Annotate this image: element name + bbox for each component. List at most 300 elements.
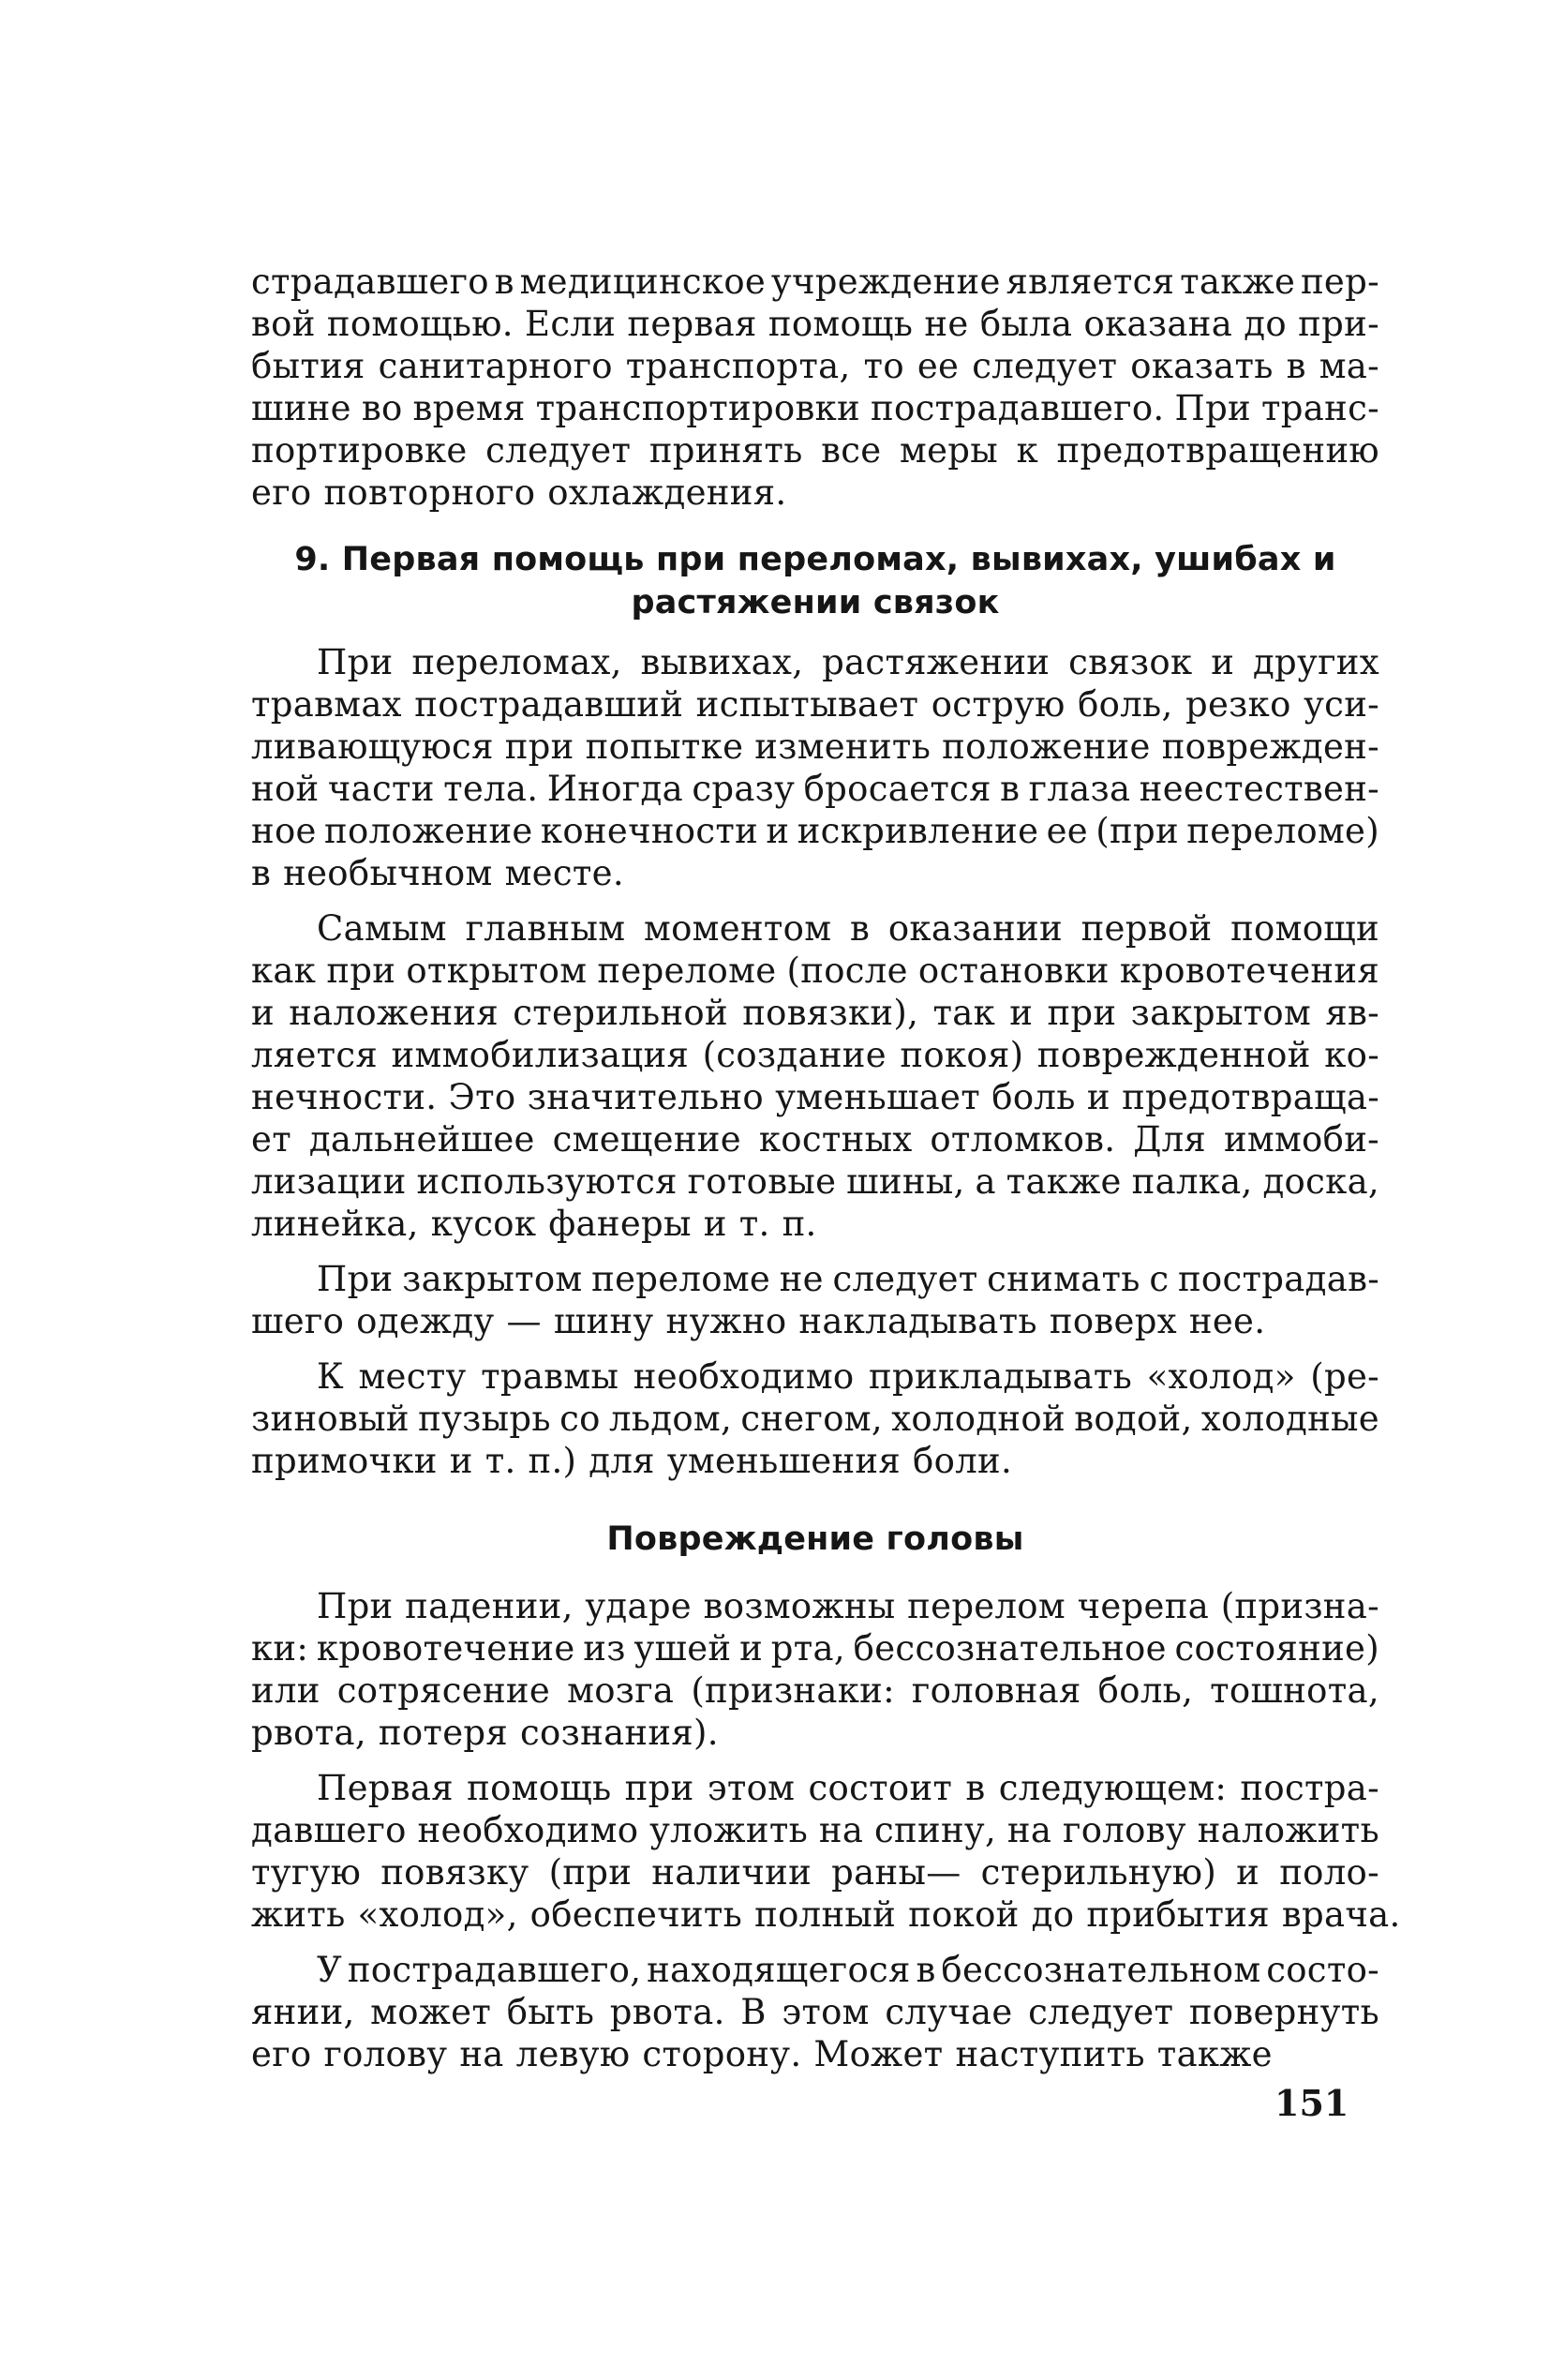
word: случае xyxy=(885,1992,1013,2032)
word: Иногда xyxy=(546,769,683,809)
text-line xyxy=(251,1991,1379,2033)
word: При xyxy=(317,1259,394,1299)
para-intro xyxy=(251,261,1379,514)
word: ударе xyxy=(585,1586,693,1626)
word: ки: xyxy=(251,1628,309,1669)
word: К xyxy=(317,1356,344,1397)
word: травмы xyxy=(481,1356,619,1397)
word: или xyxy=(251,1670,320,1711)
word: состоит xyxy=(808,1768,953,1808)
text-line xyxy=(251,1851,1379,1894)
word: испытывает xyxy=(695,684,919,725)
word: предотвращению xyxy=(1056,430,1379,471)
word: наложить xyxy=(1197,1810,1379,1850)
text-line xyxy=(251,852,1379,894)
word: в xyxy=(251,853,272,893)
word: «холод», xyxy=(357,1894,518,1935)
word: этом xyxy=(782,1992,870,2032)
word: бессознательное xyxy=(853,1628,1167,1669)
text-line xyxy=(251,1627,1379,1669)
word: уложить xyxy=(649,1810,809,1850)
word: шине xyxy=(251,388,351,428)
word: сразу xyxy=(692,769,796,809)
word: то xyxy=(863,346,904,386)
word: и xyxy=(251,993,275,1033)
word: изменить xyxy=(754,726,931,767)
heading-line: растяжении связок xyxy=(631,584,1000,621)
word: В xyxy=(740,1992,767,2032)
word: первая xyxy=(627,304,757,344)
word: возможны xyxy=(703,1586,896,1626)
word: при- xyxy=(1298,304,1379,344)
word: санитарного xyxy=(378,346,613,386)
word: его xyxy=(251,472,312,513)
word: состо- xyxy=(1266,1950,1379,1990)
word: «холод» xyxy=(1146,1356,1296,1397)
word: и xyxy=(739,1628,764,1669)
word: помощь xyxy=(768,304,914,344)
word: пер- xyxy=(1300,262,1379,302)
word: других xyxy=(1252,642,1379,682)
word: снегом, xyxy=(740,1399,883,1439)
word: переломе) xyxy=(1186,811,1379,851)
word: поврежден- xyxy=(1161,726,1379,767)
text-line xyxy=(251,1300,1379,1342)
word: тошнота, xyxy=(1210,1670,1379,1711)
text-line xyxy=(251,1712,1379,1754)
word: и xyxy=(1009,993,1034,1033)
word: головная xyxy=(911,1670,1081,1711)
word: состояние) xyxy=(1174,1628,1379,1669)
word: закрытом xyxy=(402,1259,583,1299)
word: При xyxy=(1174,388,1252,428)
word: Самым xyxy=(317,908,447,949)
word: а xyxy=(975,1161,996,1202)
word: п. xyxy=(782,1204,817,1244)
word: ляется xyxy=(251,1035,379,1075)
word: в xyxy=(850,908,871,949)
word: черепа xyxy=(1077,1586,1210,1626)
word: (при xyxy=(548,1852,633,1893)
word: все xyxy=(821,430,882,471)
heading-line: 9. Первая помощь при переломах, вывихах, ушибах и xyxy=(294,541,1336,578)
word: одежду xyxy=(356,1301,495,1341)
word: наступить xyxy=(955,2034,1145,2074)
word: отломков. xyxy=(930,1119,1116,1160)
word: является xyxy=(1006,262,1175,302)
text-line xyxy=(251,429,1379,472)
word: (после xyxy=(786,951,908,991)
word: палка, xyxy=(1131,1161,1253,1202)
word: бессознательном xyxy=(941,1950,1261,1990)
word: (при xyxy=(1095,811,1179,851)
word: вой xyxy=(251,304,316,344)
word: бросается xyxy=(803,769,991,809)
word: была xyxy=(979,304,1073,344)
word: тугую xyxy=(251,1852,362,1893)
word: вывихах, xyxy=(640,642,804,682)
word: меры xyxy=(900,430,999,471)
word: и xyxy=(1086,1077,1110,1117)
word: холодной xyxy=(891,1399,1066,1439)
word: (создание xyxy=(702,1035,887,1075)
word: связок xyxy=(1068,642,1193,682)
word: может xyxy=(370,1992,492,2032)
word: бытия xyxy=(251,346,365,386)
word: льдом, xyxy=(608,1399,733,1439)
word: необходимо xyxy=(417,1810,639,1850)
word: ко- xyxy=(1324,1035,1379,1075)
word: учреждение xyxy=(770,262,1001,302)
text-line xyxy=(251,907,1379,950)
word: на xyxy=(459,2034,504,2074)
word: шину xyxy=(553,1301,654,1341)
word: пузырь xyxy=(418,1399,551,1439)
heading-line: Повреждение головы xyxy=(606,1520,1024,1558)
word: переломах, xyxy=(411,642,622,682)
word: следует xyxy=(1028,1992,1174,2032)
word: необходимо xyxy=(633,1356,855,1397)
word: конечности xyxy=(540,811,759,851)
word: уменьшает xyxy=(775,1077,981,1117)
word: при xyxy=(326,951,396,991)
word: следует xyxy=(485,430,632,471)
word: месте. xyxy=(504,853,624,893)
word: части xyxy=(327,769,435,809)
word: и xyxy=(1236,1852,1260,1893)
word: доска, xyxy=(1262,1161,1379,1202)
word: голову xyxy=(323,2034,448,2074)
word: тела. xyxy=(443,769,539,809)
word: прибытия xyxy=(1086,1894,1270,1935)
word: первой xyxy=(1081,908,1213,949)
word: и xyxy=(703,1204,727,1244)
text-line xyxy=(251,1669,1379,1712)
word: попытке xyxy=(585,726,744,767)
word: обеспечить xyxy=(529,1894,743,1935)
word: следующем: xyxy=(998,1768,1228,1808)
text-line xyxy=(251,992,1379,1034)
word: смещение xyxy=(552,1119,741,1160)
word: ной xyxy=(251,769,320,809)
word: покой xyxy=(908,1894,1020,1935)
text-line xyxy=(251,303,1379,345)
text-line xyxy=(251,1076,1379,1118)
word: прикладывать xyxy=(869,1356,1133,1397)
word: — xyxy=(506,1301,542,1341)
text-line xyxy=(251,345,1379,387)
word: как xyxy=(251,951,317,991)
word: транспорта, xyxy=(625,346,851,386)
word: При xyxy=(317,1586,394,1626)
word: ное xyxy=(251,811,317,851)
word: повторного xyxy=(323,472,536,513)
word: до xyxy=(1244,304,1287,344)
word: главным xyxy=(465,908,626,949)
word: пострадавший xyxy=(414,684,684,725)
word: во xyxy=(361,388,403,428)
word: зиновый xyxy=(251,1399,410,1439)
text-line xyxy=(251,2033,1379,2075)
word: нее. xyxy=(1188,1301,1266,1341)
page-number: 151 xyxy=(1274,2082,1349,2124)
word: повязки), xyxy=(742,993,919,1033)
word: также xyxy=(1180,262,1296,302)
word: из xyxy=(583,1628,626,1669)
word: остановки xyxy=(917,951,1110,991)
word: и xyxy=(1211,642,1235,682)
word: постра- xyxy=(1240,1768,1379,1808)
word: покоя) xyxy=(900,1035,1024,1075)
word: и xyxy=(766,811,790,851)
word: следует xyxy=(972,346,1118,386)
word: т. xyxy=(484,1441,516,1481)
word: и xyxy=(449,1441,473,1481)
word: помощью. xyxy=(326,304,514,344)
word: жить xyxy=(251,1894,346,1935)
text-line xyxy=(251,1894,1401,1936)
word: значительно xyxy=(527,1077,764,1117)
text-line xyxy=(251,1034,1379,1076)
word: на xyxy=(1006,1810,1052,1850)
para-immobilization xyxy=(251,907,1379,1245)
text-line xyxy=(251,1949,1379,1991)
word: сознания). xyxy=(520,1713,719,1753)
word: резко xyxy=(1185,684,1291,725)
word: спину, xyxy=(874,1810,997,1850)
word: Первая xyxy=(317,1768,454,1808)
word: боль, xyxy=(1078,684,1173,725)
word: шины, xyxy=(846,1161,965,1202)
word: помощь xyxy=(467,1768,612,1808)
word: ушей xyxy=(633,1628,732,1669)
word: голову xyxy=(1063,1810,1186,1850)
word: в xyxy=(494,262,514,302)
word: боль xyxy=(991,1077,1076,1117)
word: Может xyxy=(813,2034,944,2074)
word: в xyxy=(1286,346,1306,386)
word: помощи xyxy=(1230,908,1379,949)
word: месту xyxy=(358,1356,467,1397)
word: быть xyxy=(506,1992,595,2032)
word: со xyxy=(559,1399,601,1439)
para-head-signs xyxy=(251,1585,1379,1754)
word: рвота, xyxy=(251,1713,366,1753)
text-line xyxy=(251,641,1379,683)
word: кровотечение xyxy=(316,1628,575,1669)
word: лизации xyxy=(251,1161,407,1202)
para-unconscious xyxy=(251,1949,1379,2075)
word: пострадав- xyxy=(1177,1259,1379,1299)
word: кровотечения xyxy=(1119,951,1379,991)
word: стерильную) xyxy=(980,1852,1217,1893)
word: положение xyxy=(324,811,533,851)
para-head-first-aid xyxy=(251,1767,1401,1936)
word: так xyxy=(932,993,995,1033)
word: наличии xyxy=(651,1852,812,1893)
word: находящегося xyxy=(647,1950,911,1990)
word: переломе xyxy=(597,951,777,991)
word: охлаждения. xyxy=(547,472,787,513)
word: ливающуюся xyxy=(251,726,494,767)
word: медицинское xyxy=(519,262,767,302)
word: поло- xyxy=(1279,1852,1379,1893)
word: до xyxy=(1031,1894,1075,1935)
word: водой, xyxy=(1074,1399,1193,1439)
word: Если xyxy=(525,304,617,344)
para-cold xyxy=(251,1355,1379,1482)
text-line xyxy=(251,1398,1379,1440)
word: в xyxy=(1000,769,1021,809)
word: дальнейшее xyxy=(308,1119,535,1160)
word: принять xyxy=(648,430,803,471)
section-9-heading xyxy=(251,538,1379,624)
word: оказании xyxy=(887,908,1063,949)
word: этом xyxy=(707,1768,796,1808)
text-line xyxy=(251,261,1379,303)
word: линейка, xyxy=(251,1204,419,1244)
word: моментом xyxy=(644,908,832,949)
word: нужно xyxy=(665,1301,787,1341)
word: следует xyxy=(832,1259,978,1299)
word: при xyxy=(1047,993,1117,1033)
word: также xyxy=(1156,2034,1273,2074)
word: яв- xyxy=(1325,993,1379,1033)
text-line xyxy=(251,810,1379,852)
word: ее xyxy=(1046,811,1088,851)
text-line xyxy=(251,1160,1379,1203)
text-line xyxy=(251,1809,1379,1851)
word: фанеры xyxy=(548,1204,692,1244)
text-line xyxy=(251,726,1379,768)
word: падении, xyxy=(405,1586,574,1626)
word: кусок xyxy=(430,1204,537,1244)
word: полный xyxy=(754,1894,897,1935)
word: растяжении xyxy=(822,642,1051,682)
word: не xyxy=(924,304,969,344)
word: на xyxy=(818,1810,864,1850)
word: рвота. xyxy=(609,1992,725,2032)
word: (призна- xyxy=(1220,1586,1379,1626)
text-column xyxy=(251,261,1401,2088)
word: оказана xyxy=(1083,304,1233,344)
word: с xyxy=(1149,1259,1170,1299)
word: сотрясение xyxy=(336,1670,551,1711)
text-line xyxy=(251,1440,1379,1482)
word: (признаки: xyxy=(691,1670,895,1711)
word: Для xyxy=(1133,1119,1207,1160)
word: необычном xyxy=(283,853,493,893)
word: сторону. xyxy=(642,2034,802,2074)
word: холодные xyxy=(1200,1399,1379,1439)
text-line xyxy=(251,1585,1379,1627)
word: левую xyxy=(515,2034,631,2074)
word: У xyxy=(317,1950,343,1990)
word: неестествен- xyxy=(1139,769,1379,809)
word: закрытом xyxy=(1130,993,1312,1033)
word: не xyxy=(779,1259,824,1299)
word: давшего xyxy=(251,1810,407,1850)
text-line xyxy=(251,472,1379,514)
word: к xyxy=(1016,430,1038,471)
word: уменьшения xyxy=(666,1441,902,1481)
word: в xyxy=(916,1950,936,1990)
word: также xyxy=(1006,1161,1122,1202)
word: потеря xyxy=(378,1713,509,1753)
text-line xyxy=(251,1118,1379,1160)
word: используются xyxy=(416,1161,678,1202)
word: иммоби- xyxy=(1223,1119,1379,1160)
word: острую xyxy=(931,684,1066,725)
word: его xyxy=(251,2034,312,2074)
word: рта, xyxy=(770,1628,845,1669)
word: стерильной xyxy=(513,993,728,1033)
word: примочки xyxy=(251,1441,438,1481)
word: при xyxy=(624,1768,694,1808)
word: ее xyxy=(917,346,960,386)
word: янии, xyxy=(251,1992,355,2032)
text-line xyxy=(251,683,1379,726)
word: снимать xyxy=(987,1259,1140,1299)
word: для xyxy=(589,1441,655,1481)
word: травмах xyxy=(251,684,402,725)
word: шего xyxy=(251,1301,345,1341)
word: портировке xyxy=(251,430,468,471)
word: искривление xyxy=(797,811,1039,851)
word: положение xyxy=(942,726,1151,767)
head-injury-heading xyxy=(251,1518,1379,1561)
word: транспортировки xyxy=(535,388,861,428)
text-line xyxy=(251,1355,1379,1398)
word: в xyxy=(965,1768,986,1808)
word: боль, xyxy=(1097,1670,1194,1711)
word: оказать xyxy=(1130,346,1274,386)
word: боли. xyxy=(913,1441,1013,1481)
text-line xyxy=(251,1203,1379,1245)
word: ма- xyxy=(1319,346,1379,386)
para-fractures-symptoms xyxy=(251,641,1379,894)
word: время xyxy=(412,388,526,428)
word: открытом xyxy=(406,951,588,991)
word: пострадавшего. xyxy=(871,388,1165,428)
text-line xyxy=(251,1767,1379,1809)
word: При xyxy=(317,642,394,682)
word: поверх xyxy=(1049,1301,1177,1341)
word: предотвраща- xyxy=(1122,1077,1379,1117)
word: п.) xyxy=(528,1441,577,1481)
word: страдавшего xyxy=(251,262,489,302)
word: наложения xyxy=(289,993,499,1033)
word: пострадавшего, xyxy=(347,1950,642,1990)
word: поврежденной xyxy=(1036,1035,1311,1075)
word: нечности. xyxy=(251,1077,438,1117)
word: т. xyxy=(738,1204,770,1244)
para-closed-fracture xyxy=(251,1258,1379,1342)
word: переломе xyxy=(591,1259,771,1299)
word: уси- xyxy=(1304,684,1379,725)
word: глаза xyxy=(1028,769,1131,809)
word: иммобилизация xyxy=(391,1035,690,1075)
word: костных xyxy=(758,1119,913,1160)
word: раны— xyxy=(831,1852,961,1893)
text-line xyxy=(251,950,1379,992)
word: готовые xyxy=(687,1161,837,1202)
word: транс- xyxy=(1261,388,1379,428)
word: ет xyxy=(251,1119,291,1160)
word: накладывать xyxy=(798,1301,1037,1341)
word: повернуть xyxy=(1188,1992,1379,2032)
text-line xyxy=(251,768,1379,810)
